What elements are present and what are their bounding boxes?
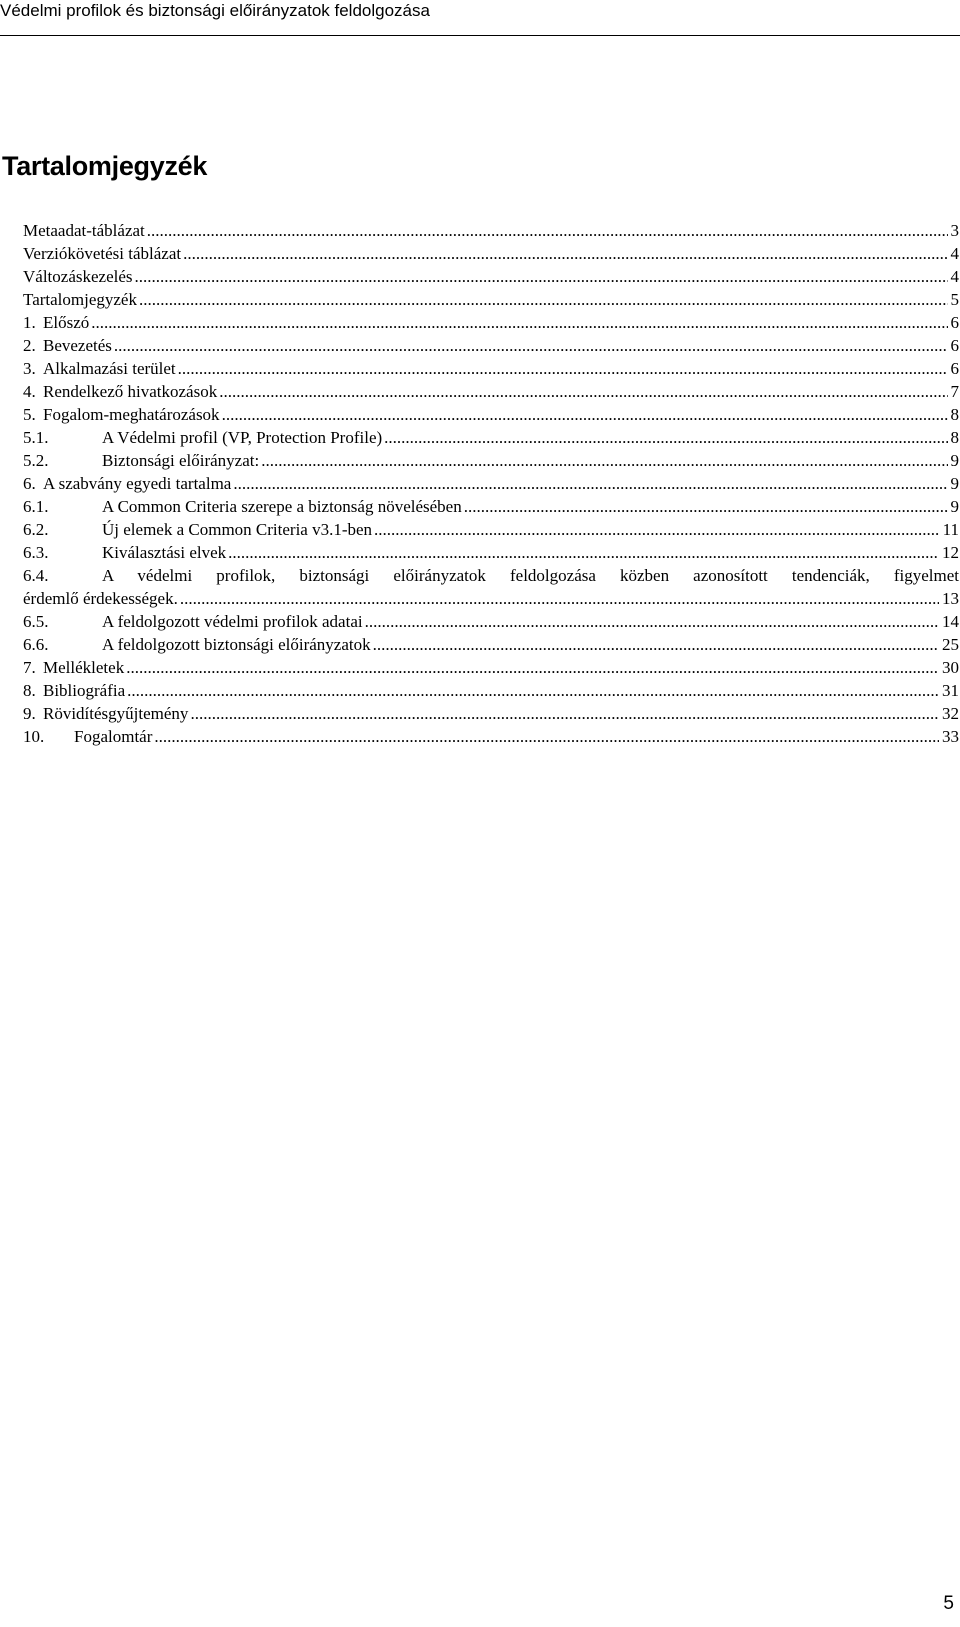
toc-leader: [373, 633, 939, 656]
toc-entry-number: 4.: [23, 382, 36, 401]
toc-entry-page: 4: [950, 267, 959, 286]
toc-entry-page: 6: [950, 313, 959, 332]
toc-leader: [147, 219, 948, 242]
toc-entry[interactable]: [23, 472, 959, 495]
toc-leader: [180, 587, 939, 610]
toc-entry-text: Metaadat-táblázat: [23, 221, 145, 240]
toc-entry[interactable]: [23, 265, 959, 288]
toc-entry[interactable]: [23, 541, 959, 564]
toc-entry[interactable]: [23, 288, 959, 311]
toc-leader: [374, 518, 940, 541]
toc-entry-number: 7.: [23, 658, 36, 677]
toc-entry-text: Változáskezelés: [23, 267, 133, 286]
toc-entry[interactable]: [23, 518, 959, 541]
toc-leader: [114, 334, 948, 357]
toc-entry-text: A feldolgozott biztonsági előirányzatok: [102, 635, 371, 654]
toc-leader: [464, 495, 948, 518]
toc-entry[interactable]: [23, 380, 959, 403]
toc-leader: [154, 725, 939, 748]
toc-entry[interactable]: [23, 426, 959, 449]
toc-entry-number: 6.4.: [23, 566, 49, 585]
toc-entry[interactable]: [23, 702, 959, 725]
toc-title: Tartalomjegyzék: [2, 151, 208, 181]
table-of-contents: [23, 219, 959, 748]
toc-entry-text: A szabvány egyedi tartalma: [43, 474, 232, 493]
toc-entry[interactable]: [23, 679, 959, 702]
toc-entry-page: 32: [942, 704, 959, 723]
toc-entry-page: 9: [950, 474, 959, 493]
toc-entry-page: 14: [942, 612, 959, 631]
toc-entry-text: Rövidítésgyűjtemény: [43, 704, 189, 723]
toc-entry[interactable]: [23, 633, 959, 656]
toc-entry-number: 6.2.: [23, 520, 49, 539]
toc-entry-number: 9.: [23, 704, 36, 723]
toc-entry-page: 25: [942, 635, 959, 654]
toc-entry-page: 31: [942, 681, 959, 700]
toc-entry-text: A védelmi profilok, biztonsági előirányzatok feldolgozása közben azonosított tendenciák, figyelmet: [102, 566, 959, 585]
toc-entry-text: Új elemek a Common Criteria v3.1-ben: [102, 520, 373, 539]
toc-entry-page: 30: [942, 658, 959, 677]
toc-leader: [139, 288, 948, 311]
toc-entry-page: 5: [950, 290, 959, 309]
toc-leader: [222, 403, 948, 426]
toc-entry[interactable]: [23, 311, 959, 334]
toc-entry-number: 5.2.: [23, 451, 49, 470]
toc-entry-number: 2.: [23, 336, 36, 355]
document-title: Védelmi profilok és biztonsági előirányzatok feldolgozása: [0, 1, 430, 20]
toc-leader: [135, 265, 948, 288]
toc-entry-page: 6: [950, 336, 959, 355]
toc-entry-text: Tartalomjegyzék: [23, 290, 137, 309]
toc-leader: [91, 311, 947, 334]
toc-entry[interactable]: [23, 725, 959, 748]
toc-leader: [127, 679, 939, 702]
toc-entry-text: Fogalomtár: [74, 727, 153, 746]
toc-entry-page: 12: [942, 543, 959, 562]
toc-entry[interactable]: [23, 219, 959, 242]
toc-entry-page: 7: [950, 382, 959, 401]
toc-entry-number: 1.: [23, 313, 36, 332]
toc-entry-page: 4: [950, 244, 959, 263]
toc-leader: [190, 702, 939, 725]
running-header: [0, 0, 960, 36]
toc-entry-number: 6.5.: [23, 612, 49, 631]
toc-entry-number: 6.: [23, 474, 36, 493]
toc-leader: [219, 380, 947, 403]
toc-entry-text: Előszó: [43, 313, 90, 332]
toc-entry-number: 3.: [23, 359, 36, 378]
toc-entry-page: 8: [950, 405, 959, 424]
toc-entry-text: Bibliográfia: [43, 681, 126, 700]
page-number: 5: [943, 1593, 954, 1614]
toc-entry-page: 33: [942, 727, 959, 746]
toc-entry-page: 11: [942, 520, 959, 539]
toc-entry-number: 5.: [23, 405, 36, 424]
toc-entry-text-continued: érdemlő érdekességek.: [23, 589, 178, 608]
toc-entry-page: 9: [950, 451, 959, 470]
toc-entry-text: Bevezetés: [43, 336, 112, 355]
toc-entry-text: Rendelkező hivatkozások: [43, 382, 218, 401]
toc-entry-number: 6.3.: [23, 543, 49, 562]
toc-entry[interactable]: [23, 403, 959, 426]
toc-entry[interactable]: [23, 357, 959, 380]
toc-entry-page: 13: [942, 589, 959, 608]
toc-entry-text: Alkalmazási terület: [43, 359, 176, 378]
toc-entry-text: Verziókövetési táblázat: [23, 244, 182, 263]
toc-entry-text: Fogalom-meghatározások: [43, 405, 220, 424]
toc-entry[interactable]: [23, 656, 959, 679]
toc-entry-number: 5.1.: [23, 428, 49, 447]
toc-entry-page: 6: [950, 359, 959, 378]
toc-entry-number: 6.1.: [23, 497, 49, 516]
toc-leader: [261, 449, 947, 472]
toc-entry[interactable]: [23, 334, 959, 357]
toc-entry[interactable]: [23, 610, 959, 633]
toc-leader: [228, 541, 939, 564]
toc-entry-page: 3: [950, 221, 959, 240]
toc-entry-text: Mellékletek: [43, 658, 125, 677]
toc-entry[interactable]: [23, 242, 959, 265]
toc-entry-number: 6.6.: [23, 635, 49, 654]
toc-entry-text: A Védelmi profil (VP, Protection Profile): [102, 428, 383, 447]
toc-entry[interactable]: [23, 449, 959, 472]
toc-entry-number: 10.: [23, 727, 45, 746]
toc-entry[interactable]: [23, 564, 959, 610]
toc-leader: [126, 656, 939, 679]
toc-leader: [178, 357, 948, 380]
toc-entry-page: 8: [950, 428, 959, 447]
toc-entry-number: 8.: [23, 681, 36, 700]
toc-leader: [365, 610, 939, 633]
toc-leader: [233, 472, 947, 495]
toc-entry-text: Kiválasztási elvek: [102, 543, 227, 562]
toc-entry-text: Biztonsági előirányzat:: [102, 451, 260, 470]
toc-entry-text: A Common Criteria szerepe a biztonság növelésében: [102, 497, 462, 516]
toc-leader: [384, 426, 947, 449]
toc-entry-text: A feldolgozott védelmi profilok adatai: [102, 612, 363, 631]
toc-leader: [183, 242, 947, 265]
toc-entry-page: 9: [950, 497, 959, 516]
toc-entry[interactable]: [23, 495, 959, 518]
